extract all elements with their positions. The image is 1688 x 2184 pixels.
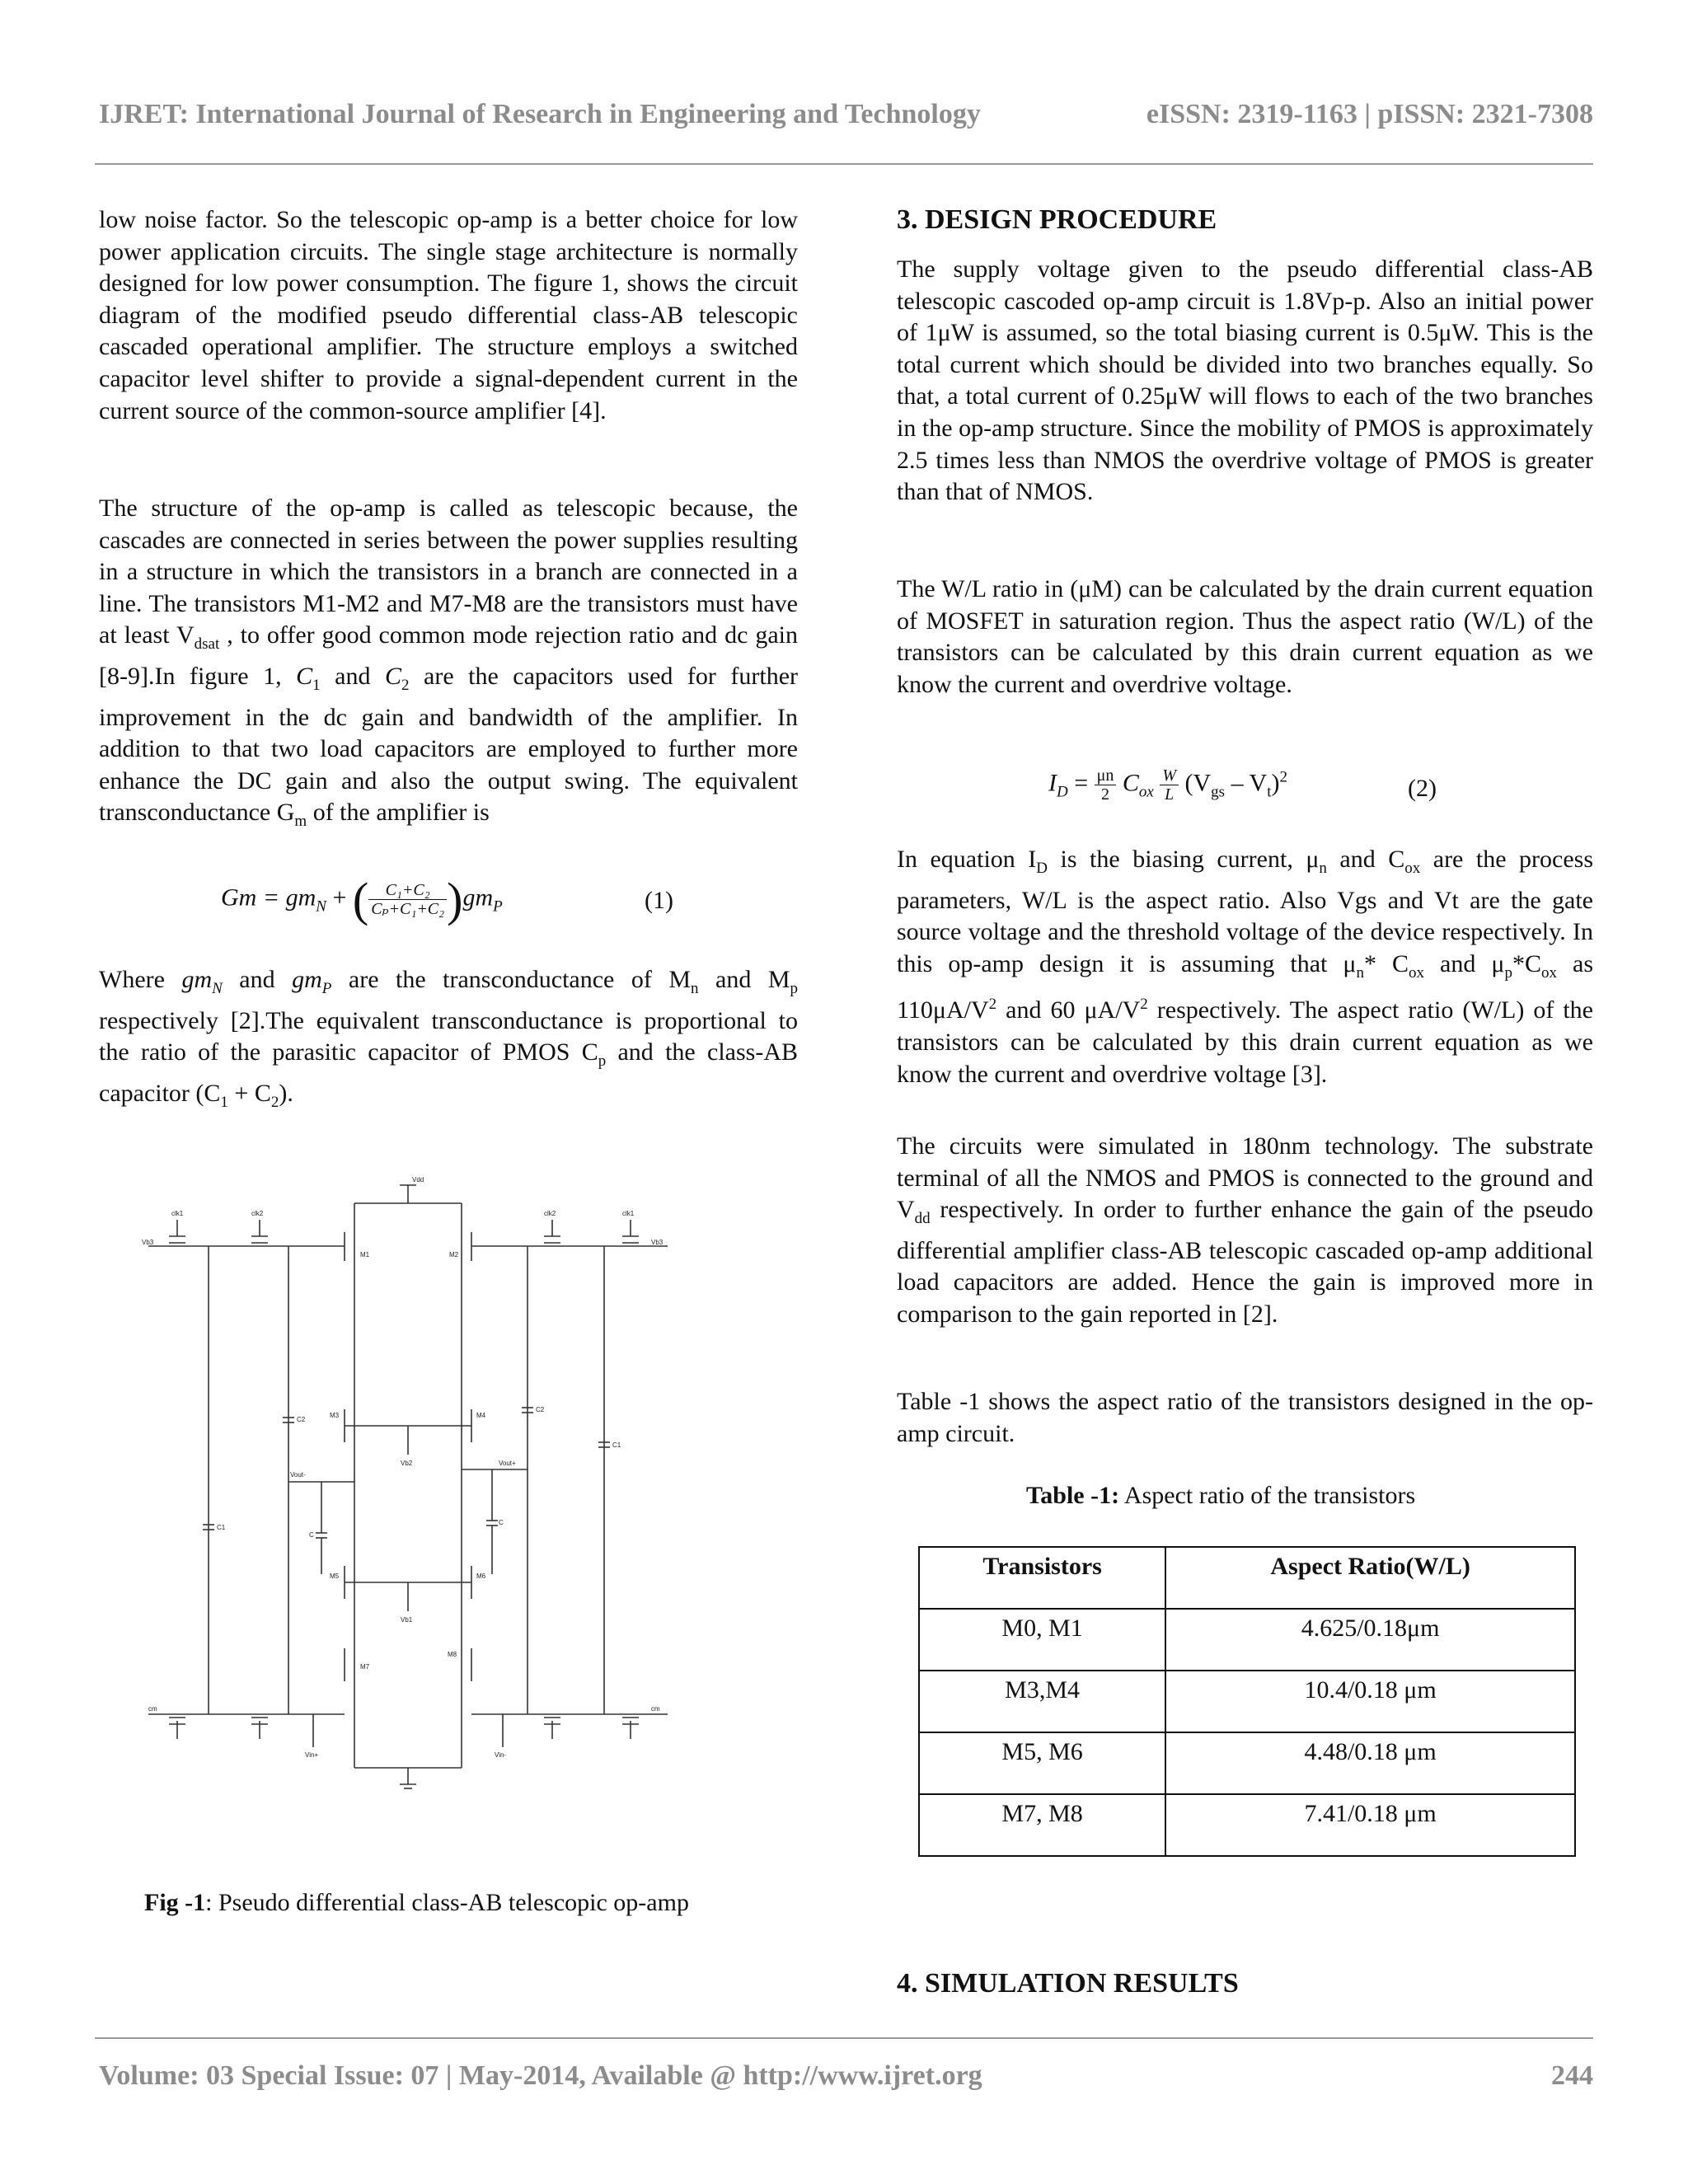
label-c1-left: C1 [217,1524,226,1531]
label-clk1-a: clk1 [171,1210,184,1217]
equation-1: $Gm = gm_N$ + ( $\frac{\text{C₁+C₂}}{\text{Cₚ+C₁+C₂}}$ )$gm_P$ [221,873,503,926]
label-clk2-a: clk2 [251,1210,264,1217]
table-cell: 10.4/0.18 μm [1165,1671,1575,1732]
right-para-5: Table -1 shows the aspect ratio of the transistors designed in the op-amp circuit. [897,1388,1593,1447]
figure-caption: Fig -1: Pseudo differential class-AB telescopic op-amp [144,1889,689,1916]
right-para-2: The W/L ratio in (μM) can be calculated by the drain current equation of MOSFET in saturation region. Thus the aspect ratio (W/L) of the transistors can be calculated by this drain current equation as we know the current and overdrive voltage. [897,575,1593,698]
table-cell: 4.48/0.18 μm [1165,1732,1575,1794]
header-rule [95,163,1593,165]
footer-rule [95,2037,1593,2039]
label-vb3-right: Vb3 [651,1239,663,1246]
left-para-3: Where $gm_N$ and $gm_P$ are the transconductance of $M_n$ and $M_p$ respectively [2].The equivalent transconductance is proportional to the ratio of the parasitic capacitor of PMOS $C_p$ and the class-AB capacitor $(C_1 + C_2)$. [99,966,798,1111]
aspect-ratio-table [918,1546,1576,1857]
right-para-3: In equation $I_D$ is the biasing current, $\mu_n$ and $C_{ox}$ are the process parameters, W/L is the aspect ratio. Also Vgs and Vt are the gate source voltage and the threshold voltage of the device respectively. In this op-amp design it is assuming that $\mu_n*$ $C_{ox}$ and $\mu_p*C_{ox}$ as $110\mu A/V^2$ and 60 $\mu A/V^2$ respectively. The aspect ratio (W/L) of the transistors can be calculated by this drain current equation as we know the current and overdrive voltage [3]. [897,846,1594,1088]
label-vin-minus: Vin- [495,1751,507,1759]
right-para-4: The circuits were simulated in 180nm technology. The substrate terminal of all the NMOS and PMOS is connected to the ground and $V_{dd}$ respectively. In order to further enhance the gain of the pseudo differential amplifier class-AB telescopic cascaded op-amp additional load capacitors are added. Hence the gain is improved more in comparison to the gain reported in [2]. [897,1132,1593,1328]
section-3-heading: 3. DESIGN PROCEDURE [897,204,1217,235]
label-vb3-left: Vb3 [142,1239,154,1246]
equation-2-number: (2) [1408,775,1437,802]
circuit-diagram [124,1170,701,1813]
footer-volume: Volume: 03 Special Issue: 07 | May-2014, Available @ http://www.ijret.org [99,2060,982,2091]
label-vdd: Vdd [412,1176,424,1183]
label-c1-right: C1 [612,1441,621,1449]
equation-2: $I_D$ = $\frac{\mu n}{2}$ $C_{ox}$ $\frac{W}{L}$ $(V_{gs} - V_t)^2$ [1048,766,1287,804]
label-m7: M7 [360,1663,370,1671]
label-vb1: Vb1 [401,1616,413,1624]
equation-1-number: (1) [645,887,673,914]
table-cell: 4.625/0.18μm [1165,1609,1575,1671]
label-clk2-b: clk2 [544,1210,556,1217]
label-vb2: Vb2 [401,1460,413,1467]
left-para-1: low noise factor. So the telescopic op-amp is a better choice for low power application circuits. The single stage architecture is normally designed for low power consumption. The figure 1, shows the circuit diagram of the modified pseudo differential class-AB telescopic cascaded operational amplifier. The structure employs a switched capacitor level shifter to provide a signal-dependent current in the current source of the common-source amplifier [4]. [99,206,798,424]
label-vout-plus: Vout+ [499,1460,516,1467]
label-clk1-b: clk1 [622,1210,635,1217]
label-c2-right: C2 [536,1406,545,1413]
table-cell: M7, M8 [919,1794,1165,1856]
table-cell: 7.41/0.18 μm [1165,1794,1575,1856]
issn: eISSN: 2319-1163 | pISSN: 2321-7308 [1146,99,1593,129]
journal-title: IJRET: International Journal of Research in Engineering and Technology [99,99,981,129]
label-m5: M5 [330,1572,340,1580]
label-c2-left: C2 [297,1416,306,1423]
table-cell: M3,M4 [919,1671,1165,1732]
table-header-row [919,1547,1575,1609]
table-cell: M0, M1 [919,1609,1165,1671]
table-row [919,1671,1575,1732]
page-number: 244 [1551,2060,1593,2091]
label-m2: M2 [449,1251,459,1258]
label-c-right: C [499,1519,504,1526]
label-m3: M3 [330,1412,340,1419]
table-header: Aspect Ratio(W/L) [1165,1547,1575,1609]
left-para-2: The structure of the op-amp is called as telescopic because, the cascades are connected in series between the power supplies resulting in a structure in which the transistors in a branch are connected in a line. The transistors M1-M2 and M7-M8 are the transistors must have at least $V_{dsat}$ , to offer good common mode rejection ratio and dc gain [8-9].In figure 1, $C_1$ and $C_2$ are the capacitors used for further improvement in the dc gain and bandwidth of the amplifier. In addition to that two load capacitors are employed to further more enhance the DC gain and also the output swing. The equivalent transconductance $G_m$ of the amplifier is [99,494,799,831]
label-m1: M1 [360,1251,370,1258]
table-row [919,1732,1575,1794]
label-m6: M6 [476,1572,486,1580]
right-para-1: The supply voltage given to the pseudo differential class-AB telescopic cascoded op-amp circuit is 1.8Vp-p. Also an initial power of 1μW is assumed, so the total biasing current is 0.5μW. This is the total current which should be divided into two branches equally. So that, a total current of 0.25μW will flows to each of the two branches in the op-amp structure. Since the mobility of PMOS is approximately 2.5 times less than NMOS the overdrive voltage of PMOS is greater than that of NMOS. [897,255,1593,506]
label-vout-minus: Vout- [290,1471,306,1479]
section-4-heading: 4. SIMULATION RESULTS [897,1968,1239,1999]
label-cm-left: cm [148,1705,157,1713]
table-cell: M5, M6 [919,1732,1165,1794]
label-m8: M8 [448,1651,457,1658]
label-cm-right: cm [651,1705,660,1713]
table-caption: Table -1: Aspect ratio of the transistors [1026,1482,1416,1509]
label-vin-plus: Vin+ [305,1751,319,1759]
table-row [919,1794,1575,1856]
table-row [919,1609,1575,1671]
table-header: Transistors [919,1547,1165,1609]
label-m4: M4 [476,1412,486,1419]
label-c-left: C [309,1531,314,1539]
